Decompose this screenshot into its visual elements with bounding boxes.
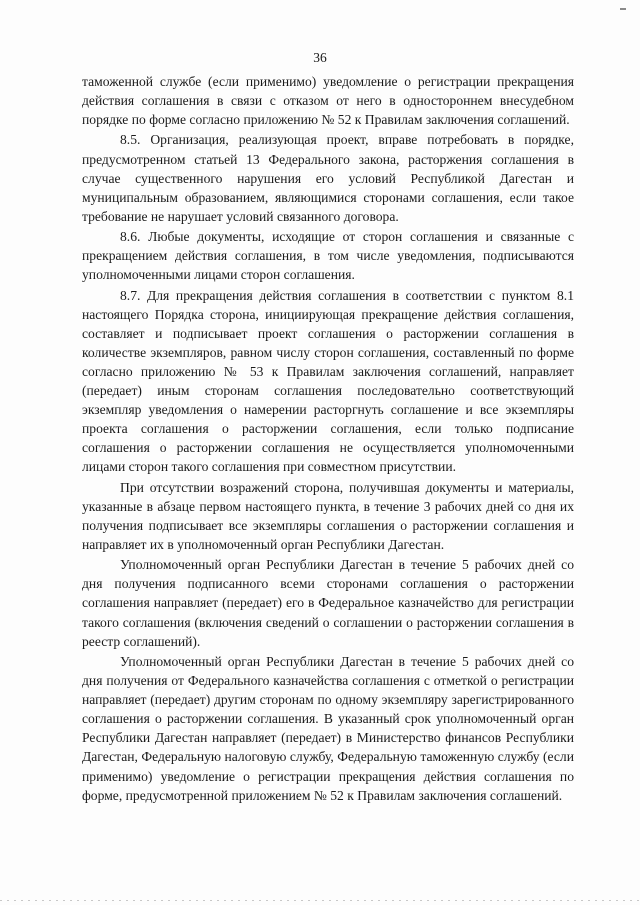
paragraph-authorized-body-registration: Уполномоченный орган Республики Дагестан в течение 5 рабочих дней со дня получения подписанного всеми сторонами соглашения о расторжении соглашения направляет (передает) его в Федеральное казначейство для регистрации такого соглашения (включения сведений о соглашении о расторжении соглашения в реестр соглашений). — [82, 557, 574, 649]
paragraph-continuation: таможенной службе (если применимо) уведомление о регистрации прекращения действия соглашения в связи с отказом от него в одностороннем внесудебном порядке по форме согласно приложению № 52 к Правилам заключения соглашений. — [82, 74, 574, 128]
document-body — [82, 72, 574, 805]
scan-artifact — [620, 8, 626, 10]
scan-edge — [0, 900, 640, 901]
page-number: 36 — [313, 50, 327, 65]
paragraph-8-7: 8.7. Для прекращения действия соглашения в соответствии с пунктом 8.1 настоящего Порядка сторона, инициирующая прекращение действия соглашения, составляет и подписывает проект соглашения о расторжении соглашения в количестве экземпляров, равном числу сторон соглашения, составленный по форме согласно приложению № 53 к Правилам заключения соглашений, направляет (передает) иным сторонам соглашения последовательно соответствующий экземпляр уведомления о намерении расторгнуть соглашение и все экземпляры проекта соглашения о расторжении соглашения, если только подписание соглашения о расторжении соглашения не осуществляется уполномоченными лицами сторон такого соглашения при совместном присутствии. — [82, 287, 574, 475]
paragraph-8-5: 8.5. Организация, реализующая проект, вправе потребовать в порядке, предусмотренном статьей 13 Федерального закона, расторжения соглашения в случае существенного нарушения его условий Республикой Дагестан и муниципальным образованием, являющимися сторонами соглашения, если такое требование не нарушает условий связанного договора. — [82, 132, 574, 224]
paragraph-no-objections: При отсутствии возражений сторона, получившая документы и материалы, указанные в абзаце первом настоящего пункта, в течение 3 рабочих дней со дня их получения подписывает все экземпляры соглашения о расторжении соглашения и направляет их в уполномоченный орган Республики Дагестан. — [82, 479, 574, 552]
paragraph-8-6: 8.6. Любые документы, исходящие от сторон соглашения и связанные с прекращением действия соглашения, в том числе уведомления, подписываются уполномоченными лицами сторон соглашения. — [82, 229, 574, 283]
paragraph-authorized-body-distribution: Уполномоченный орган Республики Дагестан в течение 5 рабочих дней со дня получения от Федерального казначейства соглашения с отметкой о регистрации направляет (передает) другим сторонам по одному экземпляру зарегистрированного соглашения о расторжении соглашения. В указанный срок уполномоченный орган Республики Дагестан направляет (передает) в Министерство финансов Республики Дагестан, Федеральную налоговую службу, Федеральную таможенную службу (если применимо) уведомление о регистрации прекращения действия соглашения по форме, предусмотренной приложением № 52 к Правилам заключения соглашений. — [82, 653, 574, 803]
